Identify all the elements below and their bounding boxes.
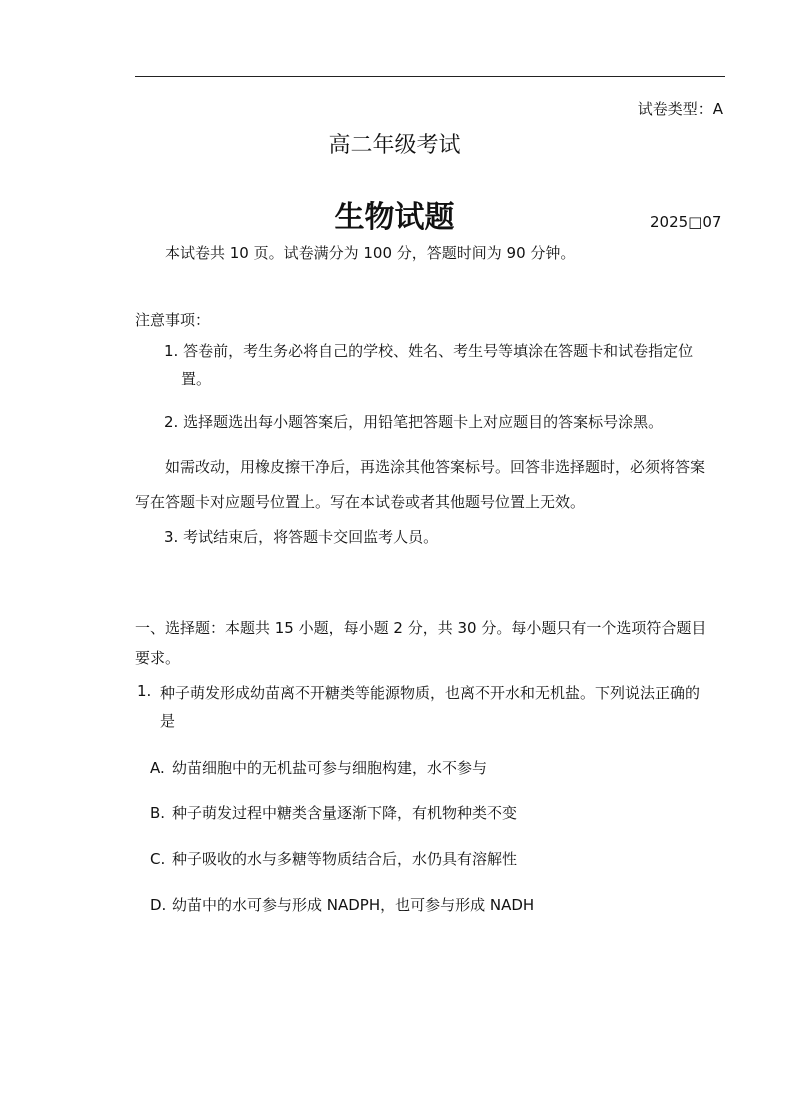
section-heading-continued: 要求。 [135, 649, 181, 667]
section-heading: 一、选择题：本题共 15 小题，每小题 2 分，共 30 分。每小题只有一个选项符合题目 [135, 619, 707, 637]
grade-title: 高二年级考试 [328, 133, 461, 158]
option-text: 幼苗中的水可参与形成 NADPH，也可参与形成 NADH [172, 896, 535, 914]
question-stem: 种子萌发形成幼苗离不开糖类等能源物质，也离不开水和无机盐。下列说法正确的 [160, 684, 701, 702]
option-a [150, 757, 487, 778]
option-d [150, 894, 534, 915]
notice-item-3: 3. 考试结束后，将答题卡交回监考人员。 [164, 528, 439, 546]
subject-title: 生物试题 [334, 200, 455, 235]
question-number: 1. [137, 682, 152, 700]
exam-intro: 本试卷共 10 页。试卷满分为 100 分，答题时间为 90 分钟。 [165, 244, 576, 262]
top-rule-divider [135, 76, 725, 77]
option-b [150, 802, 517, 823]
question-stem-continued: 是 [160, 712, 176, 730]
notice-item-1: 1. 答卷前，考生务必将自己的学校、姓名、考生号等填涂在答题卡和试卷指定位 [164, 342, 694, 360]
option-text: 幼苗细胞中的无机盐可参与细胞构建，水不参与 [172, 759, 488, 777]
option-letter: A. [150, 759, 165, 777]
notice-item-2: 2. 选择题选出每小题答案后，用铅笔把答题卡上对应题目的答案标号涂黑。 [164, 413, 664, 431]
notice-heading: 注意事项： [135, 311, 211, 329]
notice-item-2-continued: 如需改动，用橡皮擦干净后，再选涂其他答案标号。回答非选择题时，必须将答案 [165, 458, 706, 476]
paper-type-label: 试卷类型：A [637, 100, 723, 118]
option-letter: C. [150, 850, 166, 868]
option-letter: D. [150, 896, 167, 914]
option-letter: B. [150, 804, 166, 822]
option-text: 种子吸收的水与多糖等物质结合后，水仍具有溶解性 [172, 850, 518, 868]
option-c [150, 848, 517, 869]
option-text: 种子萌发过程中糖类含量逐渐下降，有机物种类不变 [172, 804, 518, 822]
notice-item-2-continued-line2: 写在答题卡对应题号位置上。写在本试卷或者其他题号位置上无效。 [135, 493, 586, 511]
exam-date: 2025□07 [650, 213, 722, 231]
notice-item-1-continued: 置。 [181, 370, 212, 388]
